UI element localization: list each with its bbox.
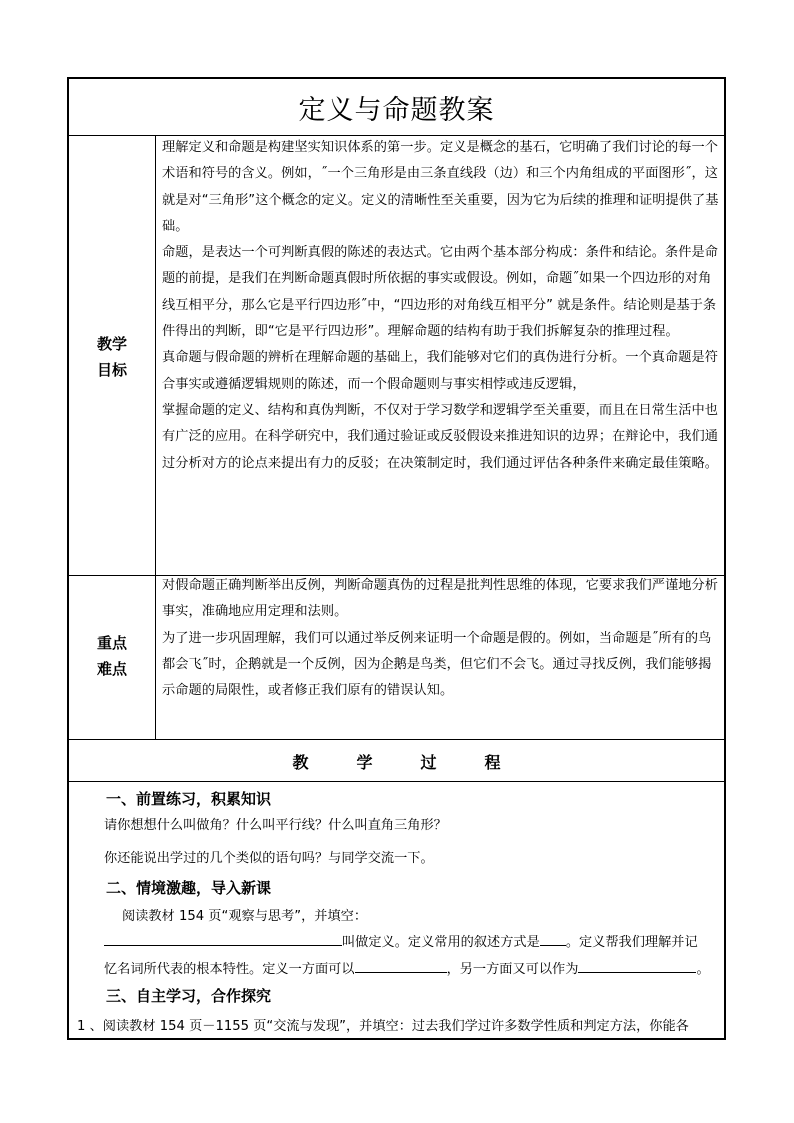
section-2-line: 叫做定义。定义常用的叙述方式是 。定义帮我们理解并记 <box>104 931 698 950</box>
process-heading: 教学过程 <box>292 752 549 772</box>
objectives-paragraph: 理解定义和命题是构建坚实知识体系的第一步。定义是概念的基石，它明确了我们讨论的每一个术语和符号的含义。例如，˝一个三角形是由三条直线段（边）和三个内角组成的平面图形˝，这就是对“三角形”这个概念的定义。定义的清晰性至关重要，因为它为后续的推理和证明提供了基础。 <box>162 140 719 234</box>
objectives-content <box>162 135 722 477</box>
fill-in-blank[interactable] <box>104 931 342 946</box>
fill-in-blank[interactable] <box>540 931 566 946</box>
section-1-line: 请你想想什么叫做角？什么叫平行线？什么叫直角三角形？ <box>104 818 447 833</box>
keypoints-paragraph: 为了进一步巩固理解，我们可以通过举反例来证明一个命题是假的。例如，当命题是˝所有的鸟都会飞˝时，企鹅就是一个反例，因为企鹅是鸟类，但它们不会飞。通过寻找反例，我们能够揭示命题的局限性，或者修正我们原有的错误认知。 <box>162 630 712 699</box>
document-title: 定义与命题教案 <box>298 94 495 126</box>
section-1-title: 一、前置练习，积累知识 <box>106 790 272 808</box>
row-divider <box>69 781 724 782</box>
row-divider <box>69 739 724 740</box>
lesson-plan-table <box>67 77 726 1040</box>
objectives-paragraph: 命题，是表达一个可判断真假的陈述的表达式。它由两个基本部分构成：条件和结论。条件是命题的前提，是我们在判断命题真假时所依据的事实或假设。例如，命题˝如果一个四边形的对角线互相平分，那么它是平行四边形˝中，“四边形的对角线互相平分” 就是条件。结论则是基于条件得出的判断，即“它是平行四边形”。理解命题的结构有助于我们拆解复杂的推理过程。 <box>162 245 718 340</box>
objectives-label: 教学 目标 <box>96 335 127 379</box>
fill-in-blank[interactable] <box>355 958 447 973</box>
objectives-paragraph: 掌握命题的定义、结构和真伪判断，不仅对于学习数学和逻辑学至关重要，而且在日常生活中也有广泛的应用。在科学研究中，我们通过验证或反驳假设来推进知识的边界；在辩论中，我们通过分析对方的论点来提出有力的反驳；在决策制定时，我们通过评估各种条件来确定最佳策略。 <box>162 402 718 471</box>
section-2-line: 忆名词所代表的根本特性。定义一方面可以 ，另一方面又可以作为 。 <box>104 958 710 977</box>
keypoints-label: 重点 难点 <box>96 634 127 678</box>
section-3-title: 三、自主学习，合作探究 <box>106 987 272 1005</box>
section-3-line: 1 、阅读教材 154 页－1155 页“交流与发现”，并填空：过去我们学过许多数学性质和判定方法，你能各 <box>77 1019 689 1034</box>
column-divider <box>155 135 156 739</box>
fill-in-blank[interactable] <box>578 958 696 973</box>
objectives-paragraph: 真命题与假命题的辨析在理解命题的基础上，我们能够对它们的真伪进行分析。一个真命题是符合事实或遵循逻辑规则的陈述，而一个假命题则与事实相悖或违反逻辑， <box>162 350 718 392</box>
section-2-line: 阅读教材 154 页“观察与思考”，并填空： <box>122 909 368 924</box>
section-1-line: 你还能说出学过的几个类似的语句吗？与同学交流一下。 <box>104 851 434 866</box>
keypoints-content <box>162 573 722 704</box>
section-2-title: 二、情境激趣，导入新课 <box>106 879 272 897</box>
keypoints-paragraph: 对假命题正确判断举出反例，判断命题真伪的过程是批判性思维的体现，它要求我们严谨地分析事实，准确地应用定理和法则。 <box>162 578 718 620</box>
